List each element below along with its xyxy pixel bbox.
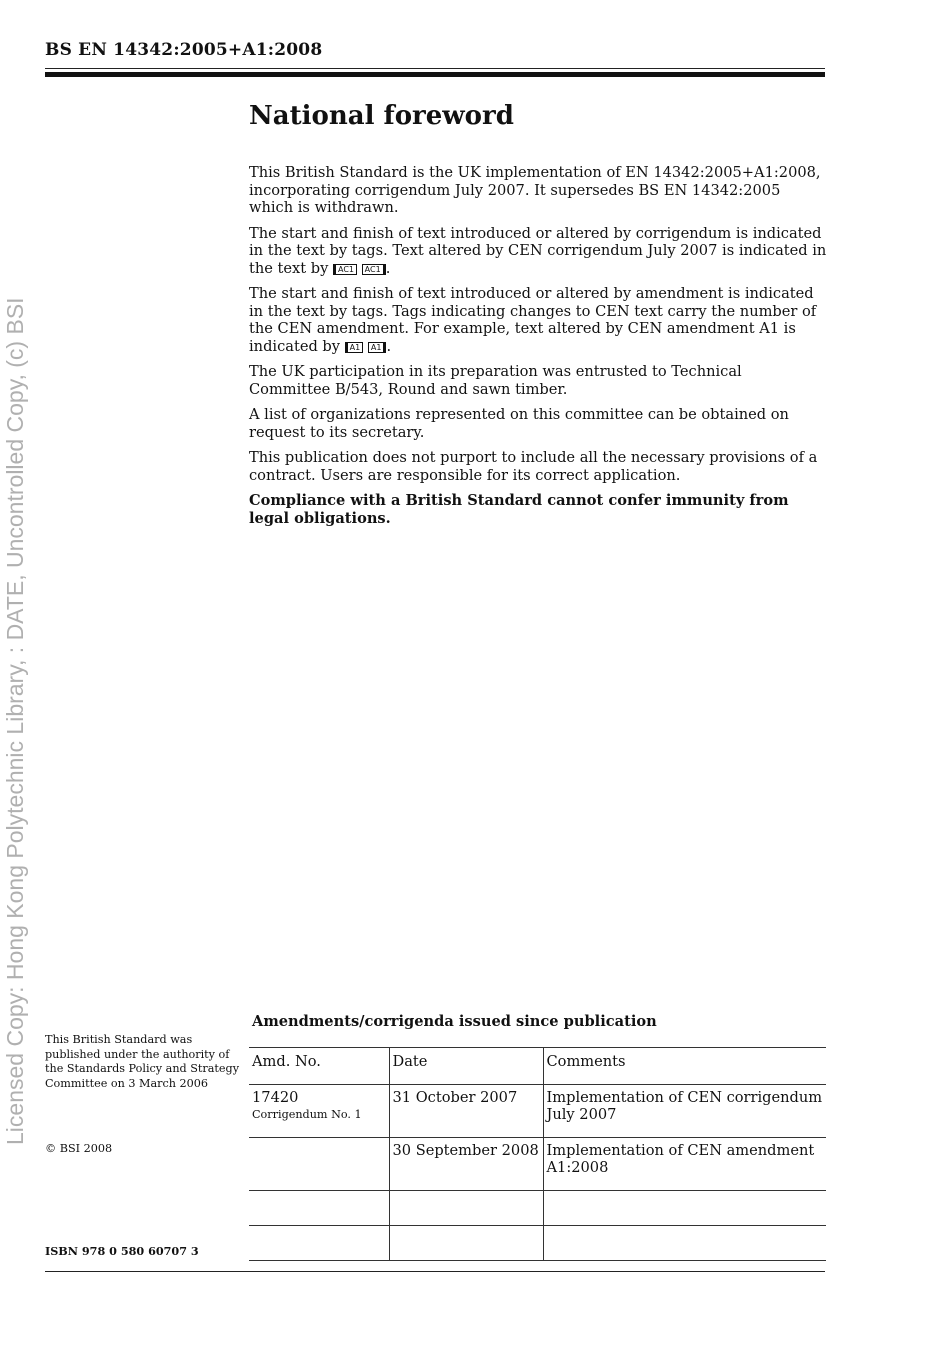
date-cell	[389, 1226, 543, 1261]
table-header-row	[249, 1048, 826, 1085]
amd-no: 17420	[252, 1089, 299, 1106]
amendment-end-tag-icon: A1	[368, 342, 387, 353]
amendments-table	[249, 1047, 826, 1261]
table-row	[249, 1085, 826, 1138]
date-cell: 31 October 2007	[389, 1085, 543, 1138]
publication-authority-note: This British Standard was published under the authority of the Standards Policy and Strategy Committee on 3 March 2006	[45, 1033, 240, 1090]
table-row	[249, 1138, 826, 1191]
footer-rule	[45, 1271, 825, 1272]
date-cell	[389, 1191, 543, 1226]
comments-cell	[543, 1226, 826, 1261]
amd-no-cell	[249, 1085, 389, 1138]
corrigendum-start-tag-icon: AC1	[333, 264, 357, 275]
comments-cell	[543, 1191, 826, 1226]
paragraph-implementation: This British Standard is the UK implementation of EN 14342:2005+A1:2008, incorporating corrigendum July 2007. It supersedes BS EN 14342:2005 which is withdrawn.	[249, 164, 821, 216]
paragraph-organizations: A list of organizations represented on this committee can be obtained on request to its secretary.	[249, 406, 789, 441]
paragraph-amendment-text: The start and finish of text introduced or altered by amendment is indicated in the text by tags. Tags indicating changes to CEN text carry the number of the CEN amendment. For example, text altered by CEN amendment A1 is indicated by	[249, 285, 817, 355]
amd-no-cell	[249, 1226, 389, 1261]
amd-no-cell	[249, 1138, 389, 1191]
amd-note: Corrigendum No. 1	[252, 1108, 362, 1121]
paragraph-committee: The UK participation in its preparation was entrusted to Technical Committee B/543, Round and sawn timber.	[249, 363, 742, 398]
column-header-amd-no: Amd. No.	[249, 1048, 389, 1085]
isbn: ISBN 978 0 580 60707 3	[45, 1244, 199, 1258]
corrigendum-end-tag-icon: AC1	[362, 264, 386, 275]
amd-no-cell	[249, 1191, 389, 1226]
page-title: National foreword	[249, 101, 514, 131]
paragraph-provisions: This publication does not purport to include all the necessary provisions of a contract. Users are responsible for its correct application.	[249, 449, 818, 484]
license-watermark: Licensed Copy: Hong Kong Polytechnic Library, : DATE, Uncontrolled Copy, (c) BSI	[2, 297, 28, 1145]
date-cell: 30 September 2008	[389, 1138, 543, 1191]
paragraph-compliance: Compliance with a British Standard cannot confer immunity from legal obligations.	[249, 492, 789, 527]
table-row	[249, 1226, 826, 1261]
comments-cell: Implementation of CEN corrigendum July 2007	[543, 1085, 826, 1138]
comments-cell: Implementation of CEN amendment A1:2008	[543, 1138, 826, 1191]
header-rule-thin	[45, 68, 825, 69]
standard-code: BS EN 14342:2005+A1:2008	[45, 40, 323, 60]
column-header-date: Date	[389, 1048, 543, 1085]
table-row	[249, 1191, 826, 1226]
paragraph-amendment-tags: The start and finish of text introduced or altered by amendment is indicated in the text by tags. Tags indicating changes to CEN text carry the number of the CEN amendment. For example, text altered by CEN amendment A1 is indicated by A1 A1 .	[249, 285, 817, 355]
column-header-comments: Comments	[543, 1048, 826, 1085]
copyright-note: © BSI 2008	[45, 1142, 113, 1155]
header-rule-thick	[45, 72, 825, 77]
amendments-heading: Amendments/corrigenda issued since publication	[252, 1013, 657, 1030]
paragraph-corrigendum-tags: The start and finish of text introduced or altered by corrigendum is indicated in the text by tags. Text altered by CEN corrigendum July 2007 is indicated in the text by AC1 AC1 .	[249, 224, 827, 277]
paragraph-corrigendum-text: The start and finish of text introduced or altered by corrigendum is indicated in the text by tags. Text altered by CEN corrigendum July 2007 is indicated in the text by	[249, 224, 827, 277]
amendment-start-tag-icon: A1	[345, 342, 364, 353]
foreword-body	[249, 164, 827, 535]
